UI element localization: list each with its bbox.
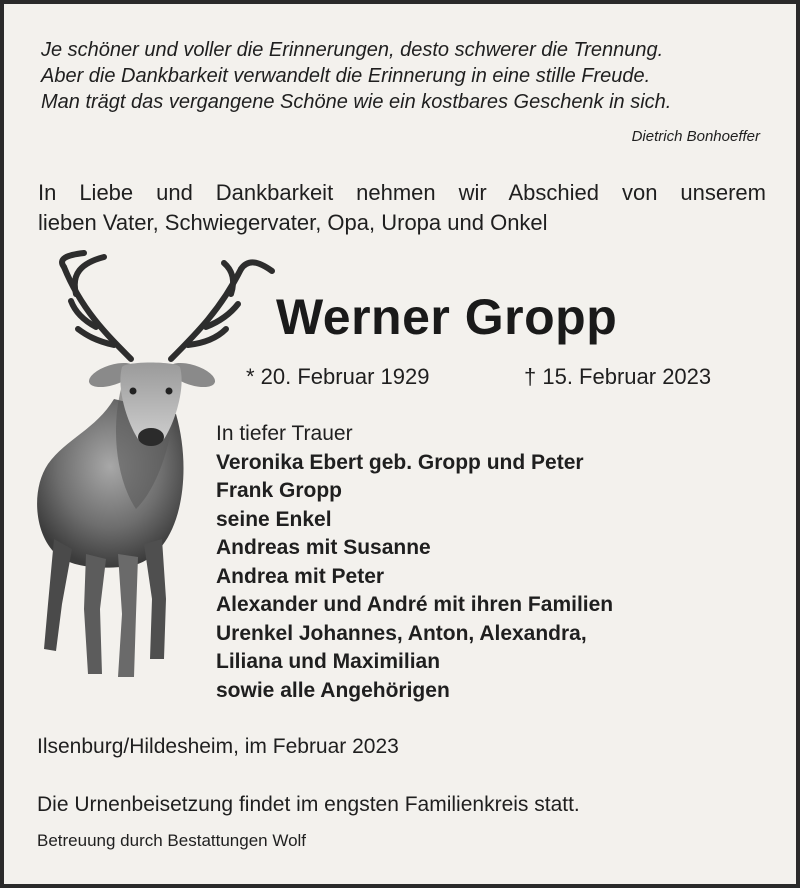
mourner-line: Alexander und André mit ihren Familien: [216, 593, 614, 616]
undertaker-note: Betreuung durch Bestattungen Wolf: [37, 831, 307, 850]
intro-line-2: lieben Vater, Schwiegervater, Opa, Uropa und Onkel: [38, 210, 548, 235]
mourner-line: sowie alle Angehörigen: [216, 678, 450, 702]
quote-line-2: Aber die Dankbarkeit verwandelt die Erinnerung in eine stille Freude.: [41, 65, 651, 87]
deceased-name: Werner Gropp: [276, 289, 618, 345]
mourners-block: [216, 420, 613, 705]
quote-line-3: Man trägt das vergangene Schöne wie ein kostbares Geschenk in sich.: [41, 91, 672, 113]
intro-line-1: In Liebe und Dankbarkeit nehmen wir Abschied von unserem: [38, 180, 766, 205]
quote-author: Dietrich Bonhoeffer: [631, 128, 760, 145]
birth-date: * 20. Februar 1929: [246, 364, 430, 389]
quote-line-1: Je schöner und voller die Erinnerungen, desto schwerer die Trennung.: [41, 39, 664, 61]
mourner-line: seine Enkel: [216, 507, 332, 531]
place-date: Ilsenburg/Hildesheim, im Februar 2023: [37, 735, 399, 758]
mourner-line: Liliana und Maximilian: [216, 650, 441, 673]
mourner-line: Andreas mit Susanne: [216, 536, 431, 559]
mourner-line: Urenkel Johannes, Anton, Alexandra,: [216, 621, 587, 645]
mourner-line: Frank Gropp: [216, 479, 343, 502]
mourner-line: Veronika Ebert geb. Gropp und Peter: [216, 450, 584, 474]
burial-note: Die Urnenbeisetzung findet im engsten Familienkreis statt.: [37, 793, 580, 816]
death-date: † 15. Februar 2023: [524, 364, 712, 389]
mourners-heading: In tiefer Trauer: [216, 422, 353, 445]
mourner-line: Andrea mit Peter: [216, 564, 385, 588]
